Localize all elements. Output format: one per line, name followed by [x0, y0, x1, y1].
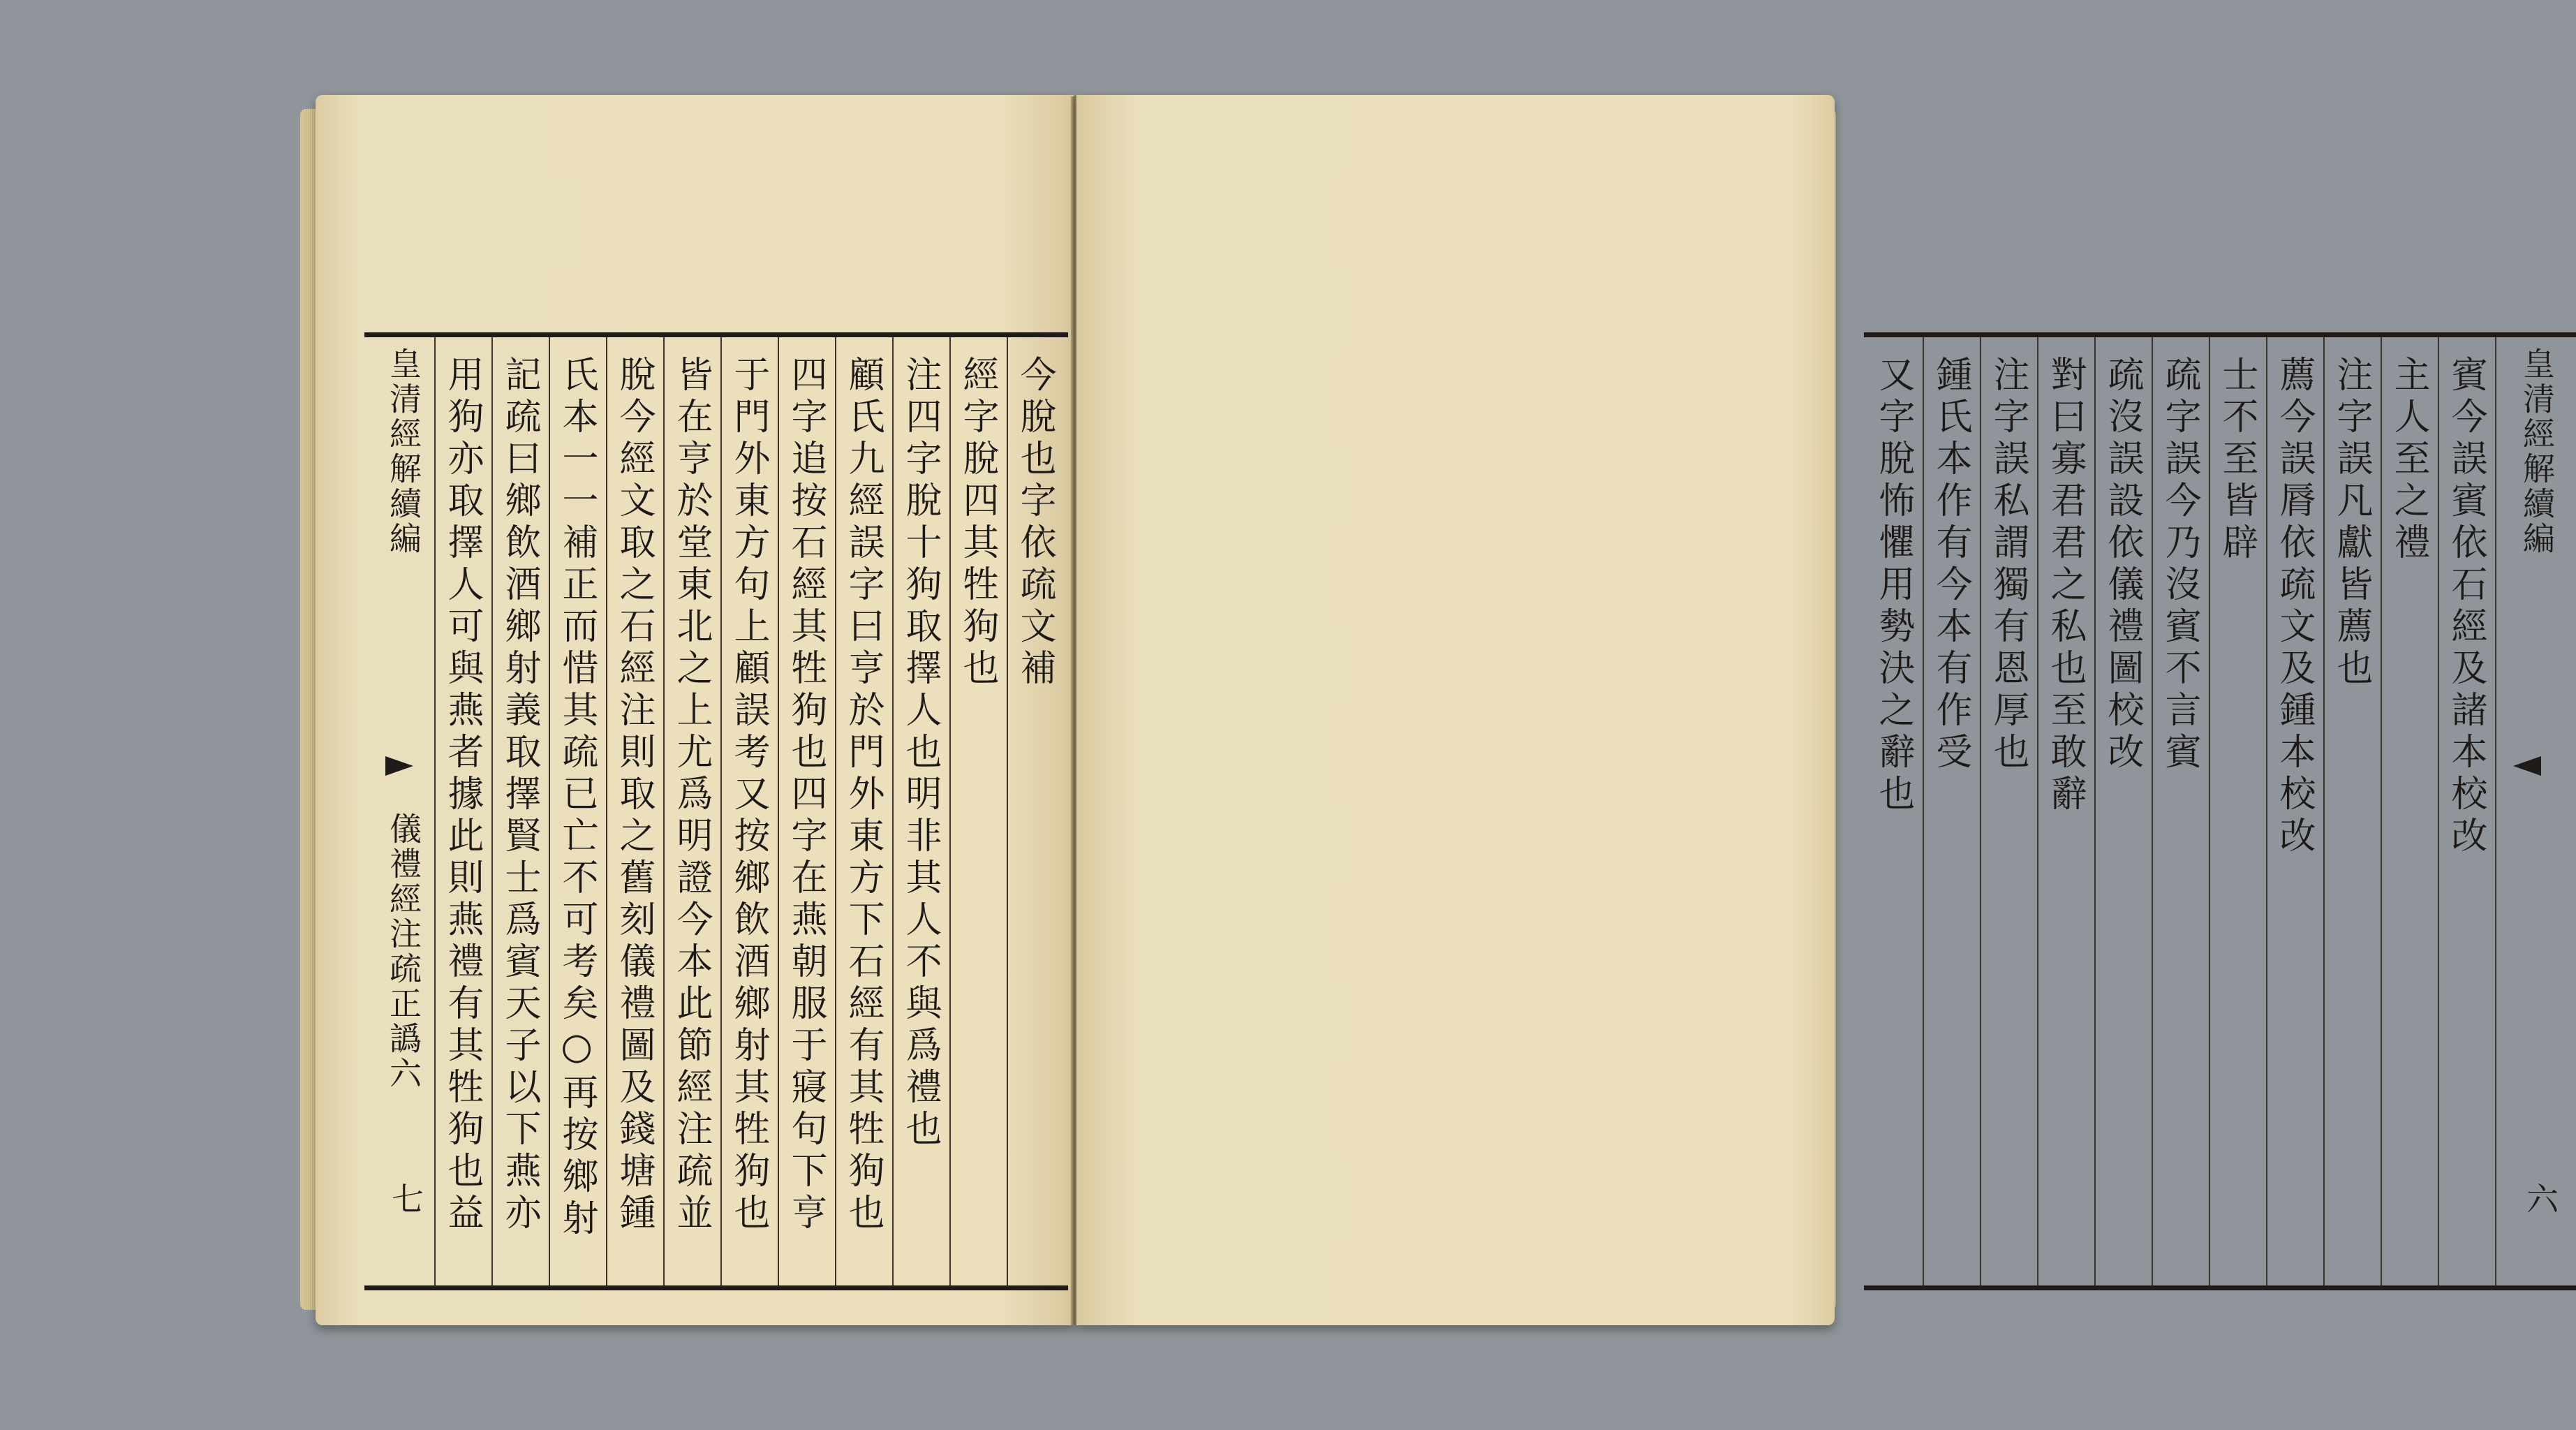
fish-tail-mark	[385, 756, 413, 776]
fish-tail-mark	[2513, 756, 2541, 776]
text-column: 又字脫怖懼用勢決之辭也	[1872, 355, 1914, 816]
text-column: 顧氏九經誤字曰亨於門外東方下石經有其牲狗也	[842, 355, 884, 1235]
text-column: 于門外東方句上顧誤考又按鄉飲酒鄉射其牲狗也	[727, 355, 769, 1235]
right-running-title: 皇清經解續編	[2518, 347, 2556, 556]
left-page	[316, 95, 1074, 1325]
left-running-title: 皇清經解續編	[385, 347, 422, 556]
text-column: 氏本一一補正而惜其疏已亡不可考矣○再按鄉射	[556, 355, 598, 1241]
text-column: 今脫也字依疏文補	[1014, 355, 1056, 691]
text-column: 注字誤凡獻皆薦也	[2330, 355, 2372, 691]
text-column: 士不至皆辟	[2216, 355, 2258, 565]
right-page-frame	[1864, 332, 2576, 1290]
text-column: 皆在亨於堂東北之上尤爲明證今本此節經注疏並	[670, 355, 712, 1235]
text-column: 記疏曰鄉飲酒鄉射義取擇賢士爲賓天子以下燕亦	[498, 355, 540, 1235]
text-column: 用狗亦取擇人可與燕者據此則燕禮有其牲狗也益	[441, 355, 483, 1235]
text-column: 主人至之禮	[2388, 355, 2429, 565]
text-column: 經字脫四其牲狗也	[956, 355, 998, 691]
left-page-frame	[364, 332, 1068, 1290]
text-column: 對曰寡君君之私也至敢辭	[2044, 355, 2086, 816]
text-column: 四字追按石經其牲狗也四字在燕朝服于寢句下亨	[785, 355, 827, 1235]
text-column: 脫今經文取之石經注則取之舊刻儀禮圖及錢塘鍾	[613, 355, 655, 1235]
text-column: 注四字脫十狗取擇人也明非其人不與爲禮也	[899, 355, 941, 1151]
left-section-title: 儀禮經注疏正譌六	[385, 812, 422, 1091]
text-column: 薦今誤脣依疏文及鍾本校改	[2273, 355, 2315, 858]
text-column: 注字誤私謂獨有恩厚也	[1987, 355, 2029, 774]
text-column: 鍾氏本作有今本有作受	[1930, 355, 1971, 774]
open-book	[300, 82, 2559, 1353]
text-column: 賓今誤賓依石經及諸本校改	[2445, 355, 2487, 858]
right-page-number: 六	[2522, 1182, 2559, 1214]
left-page-number: 七	[387, 1182, 424, 1214]
text-column: 疏沒誤設依儀禮圖校改	[2101, 355, 2143, 774]
text-column: 疏字誤今乃沒賓不言賓	[2159, 355, 2200, 774]
right-page	[1076, 95, 2559, 1325]
